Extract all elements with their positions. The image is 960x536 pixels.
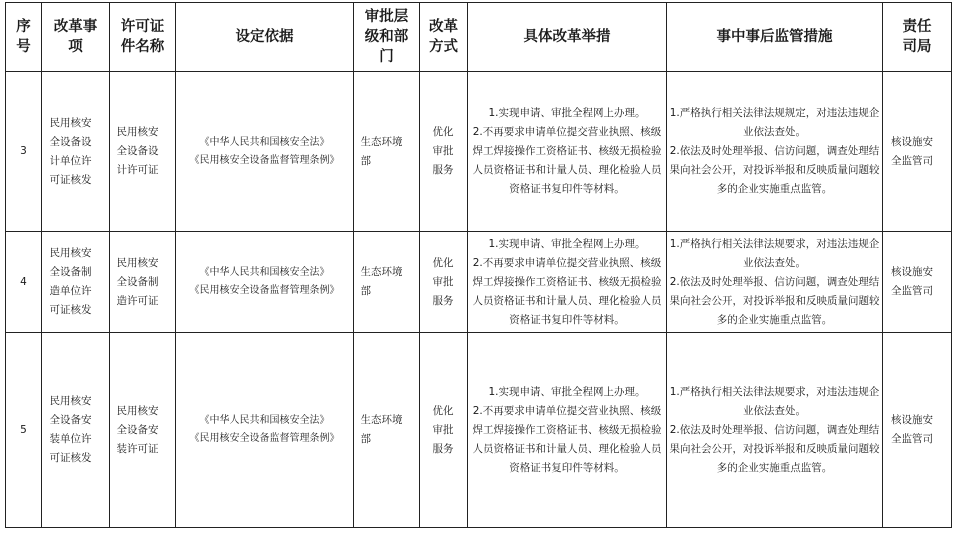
supervision-1: 1.严格执行相关法律法规要求，对违法违规企业依法查处。 [669, 385, 880, 417]
cell-no: 4 [6, 232, 42, 333]
header-row [6, 3, 952, 72]
cell-basis [176, 72, 354, 232]
measure-2: 2.不再要求申请单位提交营业执照、核级焊工焊接操作工资格证书、核级无损检验人员资格证书和计量人员、理化检验人员资格证书复印件等材料。 [472, 126, 662, 195]
cell-method: 优化审批服务 [420, 232, 468, 333]
header-item: 改革事项 [42, 3, 110, 72]
cell-basis [176, 232, 354, 333]
cell-supervision [667, 333, 883, 528]
header-dept: 责任司局 [883, 3, 952, 72]
cell-method: 优化审批服务 [420, 72, 468, 232]
cell-supervision [667, 232, 883, 333]
cell-dept: 核设施安全监管司 [883, 333, 952, 528]
header-level: 审批层级和部门 [354, 3, 420, 72]
cell-level: 生态环境部 [354, 333, 420, 528]
cell-dept: 核设施安全监管司 [883, 232, 952, 333]
basis-law-2: 《民用核安全设备监督管理条例》 [189, 285, 340, 296]
table-row [6, 232, 952, 333]
cell-license: 民用核安全设备制造许可证 [110, 232, 176, 333]
header-basis: 设定依据 [176, 3, 354, 72]
cell-item: 民用核安全设备安装单位许可证核发 [42, 333, 110, 528]
reform-table [5, 2, 952, 528]
cell-supervision [667, 72, 883, 232]
supervision-1: 1.严格执行相关法律法规要求，对违法违规企业依法查处。 [669, 237, 880, 269]
basis-law-2: 《民用核安全设备监督管理条例》 [189, 433, 340, 444]
basis-law-1: 《中华人民共和国核安全法》 [199, 136, 330, 148]
supervision-2: 2.依法及时处理举报、信访问题，调查处理结果向社会公开，对投诉举报和反映质量问题较多的企业实施重点监管。 [669, 275, 880, 326]
header-measures: 具体改革举措 [468, 3, 667, 72]
cell-basis [176, 333, 354, 528]
cell-level: 生态环境部 [354, 72, 420, 232]
cell-measures [468, 333, 667, 528]
cell-measures [468, 72, 667, 232]
cell-dept: 核设施安全监管司 [883, 72, 952, 232]
measure-1: 1.实现申请、审批全程网上办理。 [488, 107, 646, 119]
cell-license: 民用核安全设备安装许可证 [110, 333, 176, 528]
basis-law-1: 《中华人民共和国核安全法》 [199, 415, 330, 426]
measure-2: 2.不再要求申请单位提交营业执照、核级焊工焊接操作工资格证书、核级无损检验人员资格证书和计量人员、理化检验人员资格证书复印件等材料。 [472, 404, 662, 474]
supervision-2: 2.依法及时处理举报、信访问题，调查处理结果向社会公开，对投诉举报和反映质量问题较多的企业实施重点监管。 [669, 145, 880, 195]
table-row [6, 333, 952, 528]
basis-law-2: 《民用核安全设备监督管理条例》 [189, 154, 340, 166]
header-method: 改革方式 [420, 3, 468, 72]
cell-no: 3 [6, 72, 42, 232]
basis-law-1: 《中华人民共和国核安全法》 [199, 267, 330, 278]
measure-2: 2.不再要求申请单位提交营业执照、核级焊工焊接操作工资格证书、核级无损检验人员资格证书和计量人员、理化检验人员资格证书复印件等材料。 [472, 256, 662, 326]
cell-license: 民用核安全设备设计许可证 [110, 72, 176, 232]
cell-no: 5 [6, 333, 42, 528]
header-license: 许可证件名称 [110, 3, 176, 72]
cell-level: 生态环境部 [354, 232, 420, 333]
header-no: 序号 [6, 3, 42, 72]
cell-method: 优化审批服务 [420, 333, 468, 528]
supervision-2: 2.依法及时处理举报、信访问题，调查处理结果向社会公开，对投诉举报和反映质量问题较多的企业实施重点监管。 [669, 423, 880, 474]
cell-item: 民用核安全设备制造单位许可证核发 [42, 232, 110, 333]
table-row [6, 72, 952, 232]
cell-item: 民用核安全设备设计单位许可证核发 [42, 72, 110, 232]
measure-1: 1.实现申请、审批全程网上办理。 [488, 237, 646, 250]
cell-measures [468, 232, 667, 333]
supervision-1: 1.严格执行相关法律法规规定，对违法违规企业依法查处。 [669, 107, 880, 138]
measure-1: 1.实现申请、审批全程网上办理。 [488, 385, 646, 398]
header-supervision: 事中事后监管措施 [667, 3, 883, 72]
